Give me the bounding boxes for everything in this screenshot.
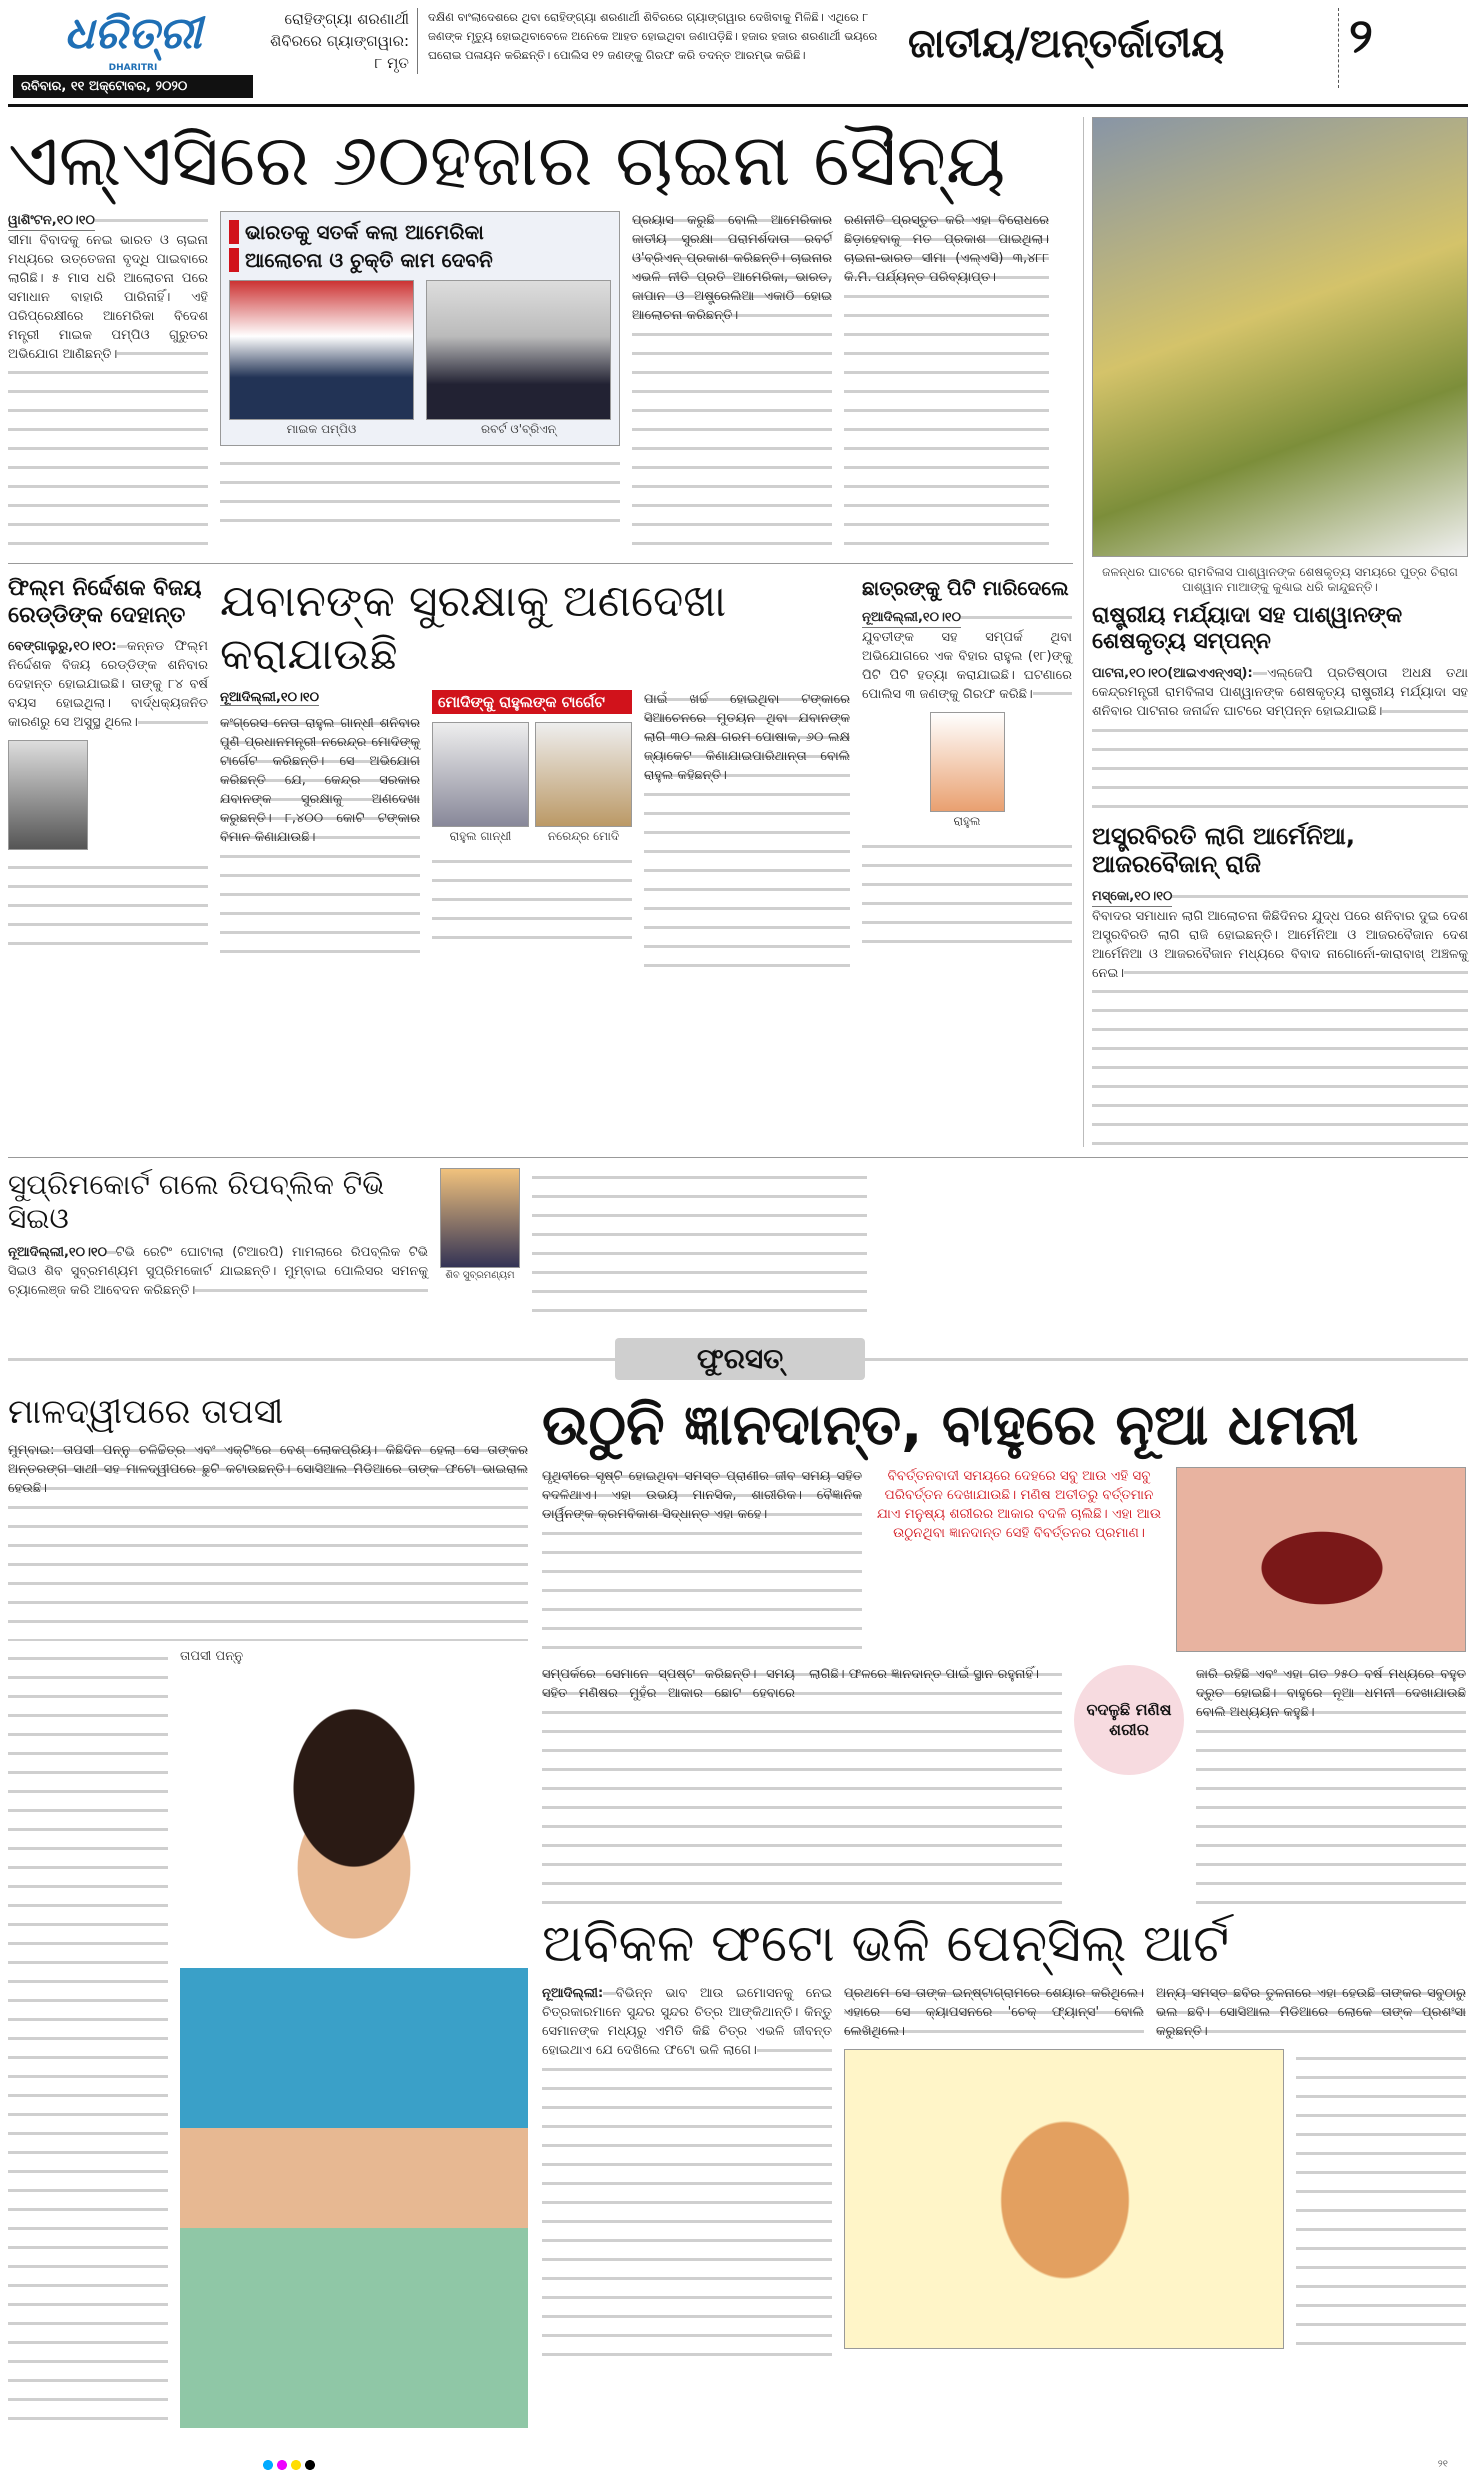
tooth-text-3: ଜାରି ରହିଛି ଏବଂ ଏହା ଗତ ୨୫୦ ବର୍ଷ ମଧ୍ୟରେ ବହୁତ ଦ୍ରୁତ ହୋଇଛି। ବାହୁରେ ନୂଆ ଧମନୀ ଦେଖାଯାଉଛି ବୋଲି ଅଧ୍ୟୟନ କହୁଛି।	[1196, 1665, 1466, 1905]
tooth-headline: ଉଠୁନି ଜ୍ଞାନଦାନ୍ତ, ବାହୁରେ ନୂଆ ଧମନୀ	[542, 1393, 1359, 1459]
section-band: ଫୁରସତ୍	[615, 1338, 865, 1380]
section-rule	[8, 1338, 1468, 1382]
photo-caption: ଜଳନ୍ଧର ଘାଟରେ ରାମବିଳାସ ପାଶ୍ୱାନଙ୍କ ଶେଷକୃତ୍ୟ ସମୟରେ ପୁତ୍ର ଚିରାଗ ପାଶ୍ୱାନ ମାଆଙ୍କୁ କୁଣ୍ଢାଇ ଧରି କାନ୍ଦୁଛନ୍ତି।	[1102, 564, 1458, 594]
pencil-headline: ଅବିକଳ ଫଟୋ ଭଳି ପେନ୍ସିଲ୍ ଆର୍ଟ	[542, 1914, 1230, 1975]
student-headline: ଛାତ୍ରଙ୍କୁ ପିଟି ମାରିଦେଲେ	[862, 576, 1069, 601]
film-text-2	[8, 858, 208, 958]
date-label: ରବିବାର, ୧୧ ଅକ୍ଟୋବର, ୨୦୨୦	[13, 75, 253, 98]
vijay-reddy-photo	[8, 740, 88, 850]
divider	[8, 1157, 1468, 1158]
masthead	[8, 0, 1468, 107]
lead-photo-box	[220, 211, 620, 446]
brief-title: ରୋହିଙ୍ଗ୍ୟା ଶରଣାର୍ଥୀ ଶିବିରରେ ଗ୍ୟାଙ୍ଗୱାର: ୮ ମୃତ	[268, 8, 418, 74]
divider	[8, 563, 1073, 564]
student-photo	[930, 712, 1005, 812]
supreme-text: ନୂଆଦିଲ୍ଲୀ,୧୦।୧୦ ଟିଭି ରେଟିଂ ଘୋଟାଲା (ଟିଆରପି) ମାମଲାରେ ରିପବ୍ଲିକ ଟିଭି ସିଇଓ ଶିବ ସୁବ୍ରମଣ୍ୟମ ସୁପ୍ରିମକୋର୍ଟ ଯାଇଛନ୍ତି। ମୁମ୍ବାଇ ପୋଲିସର ସମନକୁ ଚ୍ୟାଲେଞ୍ଜ କରି ଆବେଦନ କରିଛନ୍ତି।	[8, 1245, 429, 1299]
pashwan-headline: ରାଷ୍ଟ୍ରୀୟ ମର୍ଯ୍ୟାଦା ସହ ପାଶ୍ୱାନଙ୍କ ଶେଷକୃତ୍ୟ ସମ୍ପନ୍ନ	[1092, 602, 1403, 655]
lead-text-4	[220, 454, 620, 530]
taapsee-caption: ତାପସୀ ପନ୍ନୁ	[180, 1648, 244, 1664]
jawan-tag: ମୋଦିଙ୍କୁ ରାହୁଲଙ୍କ ଟାର୍ଗେଟ	[432, 690, 632, 714]
student-text-2	[862, 837, 1072, 957]
modi-photo	[535, 722, 632, 827]
jawan-headline: ଯବାନଙ୍କ ସୁରକ୍ଷାକୁ ଅଣଦେଖା କରାଯାଉଛି	[220, 576, 727, 680]
armenia-headline: ଅସ୍ତ୍ରବିରତି ଲାଗି ଆର୍ମେନିଆ, ଆଜରବୈଜାନ୍ ରାଜି	[1092, 821, 1355, 879]
pashwan-text: ପାଟନା,୧୦।୧୦(ଆଇଏଏନ୍‌ଏସ୍): ଏଲ୍‌ଜେପି ପ୍ରତିଷ୍ଠାତା ଅଧକ୍ଷ ତଥା କେନ୍ଦ୍ରମନ୍ତ୍ରୀ ରାମବିଳାସ ପାଶ୍ୱାନଙ୍କ ଶେଷକୃତ୍ୟ ରାଷ୍ଟ୍ରୀୟ ମର୍ଯ୍ୟାଦା ସହ ଶନିବାର ପାଟନାର ଜନାର୍ଦ୍ଦନ ଘାଟରେ ସମ୍ପନ୍ନ ହୋଇଯାଇଛି।	[1092, 664, 1468, 814]
student-text: ନୂଆଦିଲ୍ଲୀ,୧୦।୧୦ ଯୁବତୀଙ୍କ ସହ ସମ୍ପର୍କ ଥିବା ଅଭିଯୋଗରେ ଏକ ବିହାର ରାହୁଲ (୧୮)ଙ୍କୁ ପିଟି ପିଟି ହତ୍ୟା କରାଯାଇଛି। ଘଟଣାରେ ପୋଲିସ ୩ ଜଣଙ୍କୁ ଗିରଫ କରିଛି।	[862, 610, 1072, 703]
taapsee-photo	[180, 1668, 528, 2448]
caption-obrien: ରବର୍ଟ ଓ'ବ୍ରିଏନ୍	[481, 422, 556, 437]
supreme-text-2	[532, 1168, 867, 1328]
logo-sub: DHARITRI	[108, 62, 158, 73]
armenia-text: ମସ୍କୋ,୧୦।୧୦ ବିବାଦର ସମାଧାନ ଲାଗି ଆଲୋଚନା କିଛିଦିନର ଯୁଦ୍ଧ ପରେ ଶନିବାର ଦୁଇ ଦେଶ ଅସ୍ତ୍ରବିରତି ଲାଗି ରାଜି ହୋଇଛନ୍ତି। ଆର୍ମେନିଆ ଓ ଆଜରବୈଜାନ ଦେଶ ଆର୍ମେନିଆ ଓ ଆଜରବୈଜାନ ମଧ୍ୟରେ ବିବାଦ ନାଗୋର୍ନୋ-କାରାବାଖ୍ ଅଞ୍ଚଳକୁ ନେଇ।	[1092, 887, 1468, 1147]
color-registration-marks	[258, 2458, 328, 2472]
jawan-text-3	[432, 852, 632, 952]
jawan-text: କଂଗ୍ରେସ ନେତା ରାହୁଲ ଗାନ୍ଧୀ ଶନିବାର ପୁଣି ପ୍ରଧାନମନ୍ତ୍ରୀ ନରେନ୍ଦ୍ର ମୋଦିଙ୍କୁ ଟାର୍ଗେଟ କରିଛନ୍ତି। ସେ ଅଭିଯୋଗ କରିଛନ୍ତି ଯେ, କେନ୍ଦ୍ର ସରକାର ଯବାନଙ୍କ ସୁରକ୍ଷାକୁ ଅଣଦେଖା କରୁଛନ୍ତି। ୮,୪୦୦ କୋଟି ଟଙ୍କାର ବିମାନ କିଣାଯାଉଛି।	[220, 714, 420, 964]
rahul-photo	[432, 722, 529, 827]
taapsee-text-2	[8, 1649, 168, 2429]
kicker-1: ଭାରତକୁ ସତର୍କ କଲା ଆମେରିକା	[229, 220, 611, 244]
kicker-2: ଆଲୋଚନା ଓ ଚୁକ୍ତି କାମ ଦେବନି	[229, 248, 611, 272]
jawan-text-2: ପାଇଁ ଖର୍ଚ୍ଚ ହୋଇଥିବା ଟଙ୍କାରେ ସିଆଚେନରେ ମୁତୟନ ଥିବା ଯବାନଙ୍କ ଲାଗି ୩୦ ଲକ୍ଷ ଗରମ ପୋଷାକ, ୬୦ ଲକ୍ଷ ଜ୍ୟାକେଟ କିଣାଯାଇପାରିଥାନ୍ତା ବୋଲି ରାହୁଲ କହିଛନ୍ତି।	[644, 690, 850, 970]
lead-text: ୱାଶିଂଟନ,୧୦।୧୦ ସୀମା ବିବାଦକୁ ନେଇ ଭାରତ ଓ ଚାଇନା ମଧ୍ୟରେ ଉତ୍ତେଜନା ବୃଦ୍ଧି ପାଇବାରେ ଲାଗିଛି। ୫ ମାସ ଧରି ଆଲୋଚନା ପରେ ସମାଧାନ ବାହାରି ପାରିନାହିଁ। ଏହି ପରିପ୍ରେକ୍ଷୀରେ ଆମେରିକା ବିଦେଶ ମନ୍ତ୍ରୀ ମାଇକ ପମ୍ପିଓ ଗୁରୁତର ଅଭିଯୋଗ ଆଣିଛନ୍ତି।	[8, 211, 208, 551]
tooth-text: ପୃଥିବୀରେ ସୃଷ୍ଟି ହୋଇଥିବା ସମସ୍ତ ପ୍ରାଣୀର ଜୀବ ସମୟ ସହିତ ବଦଳିଥାଏ। ଏହା ଉଭୟ ମାନସିକ, ଶାରୀରିକ। ବୈଜ୍ଞାନିକ ଡାର୍ୱିନଙ୍କ କ୍ରମବିକାଶ ସିଦ୍ଧାନ୍ତ ଏହା କହେ।	[542, 1467, 862, 1657]
lead-text-2: ପ୍ରୟାସ କରୁଛି ବୋଲି ଆମେରିକାର ଜାତୀୟ ସୁରକ୍ଷା ପରାମର୍ଶଦାତା ରବର୍ଟ ଓ'ବ୍ରିଏନ୍ ପ୍ରକାଶ କରିଛନ୍ତି। ଚାଇନାର ଏଭଳି ନୀତି ପ୍ରତି ଆମେରିକା, ଭାରତ, ଜାପାନ ଓ ଅଷ୍ଟ୍ରେଲିଆ ଏକାଠି ହୋଇ ଆଲୋଚନା କରିଛନ୍ତି।	[632, 211, 832, 551]
pencil-text-4	[1296, 2049, 1466, 2349]
supreme-headline: ସୁପ୍ରିମକୋର୍ଟ ଗଲେ ରିପବ୍ଲିକ ଟିଭି ସିଇଓ	[8, 1168, 385, 1235]
mouth-photo	[1176, 1467, 1466, 1652]
lead-headline: ଏଲ୍‌ଏସିରେ ୬୦ହଜାର ଚାଇନା ସୈନ୍ୟ	[8, 117, 1006, 202]
obrien-photo	[426, 280, 611, 420]
lead-text-3: ରଣନୀତି ପ୍ରସ୍ତୁତ କରି ଏହା ବିରୋଧରେ ଛିଡ଼ାହେବାକୁ ମତ ପ୍ରକାଶ ପାଇଥିଲା। ଚାଇନା-ଭାରତ ସୀମା (ଏଲ୍‌ଏସି) ୩,୪୮୮ କି.ମି. ପର୍ଯ୍ୟନ୍ତ ପରିବ୍ୟାପ୍ତ।	[844, 211, 1049, 551]
tooth-badge: ବଦଳୁଛି ମଣିଷ ଶରୀର	[1074, 1665, 1184, 1775]
caption-rahul: ରାହୁଲ ଗାନ୍ଧୀ	[449, 828, 512, 843]
logo: ଧରିତ୍ରୀ	[64, 8, 202, 59]
ceo-caption: ଶିବ ସୁବ୍ରମଣ୍ୟମ	[445, 1270, 515, 1282]
jawan-dateline: ନୂଆଦିଲ୍ଲୀ,୧୦।୧୦	[220, 689, 320, 705]
tooth-highlight: ବିବର୍ତ୍ତନବାଦୀ ସମୟରେ ଦେହରେ ସବୁ ଆଉ ଏହି ସବୁ ପରିବର୍ତ୍ତନ ଦେଖାଯାଉଛି। ମଣିଷ ଅତୀତରୁ ବର୍ତ୍ତମାନ ଯାଏ ମନୁଷ୍ୟ ଶରୀରର ଆକାର ବଦଳି ଚାଲିଛି। ଏହା ଆଉ ଉଠୁନଥିବା ଜ୍ଞାନଦାନ୍ତ ସେହି ବିବର୍ତ୍ତନର ପ୍ରମାଣ।	[876, 1468, 1162, 1542]
brief-text: ଦକ୍ଷିଣ ବାଂଲାଦେଶରେ ଥିବା ରୋହିଙ୍ଗ୍ୟା ଶରଣାର୍ଥୀ ଶିବିରରେ ଗ୍ୟାଙ୍ଗୱାର ଦେଖିବାକୁ ମିଳିଛି। ଏଥିରେ ୮ ଜଣଙ୍କ ମୃତ୍ୟୁ ହୋଇଥିବାବେଳେ ଅନେକେ ଆହତ ହୋଇଥିବା ଜଣାପଡ଼ିଛି। ହଜାର ହଜାର ଶରଣାର୍ଥୀ ଭୟରେ ଘରୋଇ ପଳାୟନ କରିଛନ୍ତି। ପୋଲିସ ୧୨ ଜଣଙ୍କୁ ଗିରଫ କରି ତଦନ୍ତ ଆରମ୍ଭ କରିଛି।	[428, 10, 878, 62]
pencil-text-2: ପ୍ରଥମେ ସେ ତାଙ୍କ ଇନ୍‌ଷ୍ଟାଗ୍ରାମରେ ଶେୟାର କରିଥିଲେ। ଏହାରେ ସେ କ୍ୟାପସନରେ 'ଚେକ୍ ଫ୍ୟାନ୍ସ' ବୋଲି ଲେଖିଥିଲେ।	[844, 1985, 1144, 2039]
pashwan-funeral-photo	[1092, 117, 1468, 557]
ceo-photo	[440, 1168, 520, 1268]
pencil-text: ନୂଆଦିଲ୍ଲୀ: ବିଭିନ୍ନ ଭାବ ଆଉ ଇମୋସନକୁ ନେଇ ଚିତ୍ରକାରମାନେ ସୁନ୍ଦର ସୁନ୍ଦର ଚିତ୍ର ଆଙ୍କିଥାନ୍ତି। କିନ୍ତୁ ସେମାନଙ୍କ ମଧ୍ୟରୁ ଏମିତି କିଛି ଚିତ୍ର ଏଭଳି ଜୀବନ୍ତ ହୋଇଥାଏ ଯେ ଦେଖିଲେ ଫଟୋ ଭଳି ଲାଗେ।	[542, 1984, 832, 2364]
film-text: ବେଙ୍ଗାଲୁରୁ,୧୦।୧୦: କନ୍ନଡ ଫିଲ୍ମ ନିର୍ଦ୍ଦେଶକ ବିଜୟ ରେଡ୍ଡିଙ୍କ ଶନିବାର ଦେହାନ୍ତ ହୋଇଯାଇଛି। ତାଙ୍କୁ ୮୪ ବର୍ଷ ବୟସ ହୋଇଥିଲା। ବାର୍ଦ୍ଧକ୍ୟଜନିତ କାରଣରୁ ସେ ଅସୁସ୍ଥ ଥିଲେ।	[8, 638, 208, 730]
section-title: ଜାତୀୟ/ଅନ୍ତର୍ଜାତୀୟ	[908, 21, 1225, 67]
page-number: ୨	[1349, 8, 1373, 64]
pencil-text-3: ଅନ୍ୟ ସମସ୍ତ ଛବିର ତୁଳନାରେ ଏହା ହେଉଛି ତାଙ୍କର ସବୁଠାରୁ ଭଲ ଛବି। ସୋସିଆଲ ମିଡିଆରେ ଲୋକେ ତାଙ୍କ ପ୍ରଶଂସା କରୁଛନ୍ତି।	[1156, 1985, 1466, 2039]
tooth-text-2: ସମ୍ପର୍କରେ ସେମାନେ ସ୍ପଷ୍ଟ କରିଛନ୍ତି। ସମୟ ସହିତ ମଣିଷର ମୁହଁର ଆକାର ଛୋଟ ହେବାରେ ଲାଗିଛି। ଫଳରେ ଜ୍ଞାନଦାନ୍ତ ପାଇଁ ସ୍ଥାନ ରହୁନାହିଁ।	[542, 1665, 1062, 1905]
caption-pompeo: ମାଇକ ପମ୍ପିଓ	[286, 422, 357, 437]
student-caption: ରାହୁଲ	[953, 814, 981, 829]
pencil-art-image	[844, 2049, 1284, 2349]
folio: ୨୧	[1437, 2459, 1448, 2471]
divider	[1338, 8, 1339, 88]
film-headline: ଫିଲ୍ମ ନିର୍ଦ୍ଦେଶକ ବିଜୟ ରେଡ୍ଡିଙ୍କ ଦେହାନ୍ତ	[8, 576, 202, 628]
pompeo-photo	[229, 280, 414, 420]
taapsee-headline: ମାଳଦ୍ୱୀପରେ ତାପସୀ	[8, 1392, 284, 1433]
taapsee-text: ମୁମ୍ବାଇ: ତାପସୀ ପନ୍ନୁ ଚଳିଚ୍ଚିତ୍ର ଏବଂ ଏକ୍ଟିଂରେ ବେଶ୍ ଲୋକପ୍ରିୟ। କିଛିଦିନ ହେଲା ସେ ତାଙ୍କର ଅନ୍ତରଙ୍ଗ ସାଥୀ ସହ ମାଳଦ୍ୱୀପରେ ଛୁଟି କଟାଉଛନ୍ତି। ସୋସିଆଲ ମିଡିଆରେ ତାଙ୍କ ଫଟୋ ଭାଇରାଲ ହେଉଛି।	[8, 1441, 528, 1641]
caption-modi: ନରେନ୍ଦ୍ର ମୋଦି	[547, 828, 620, 843]
